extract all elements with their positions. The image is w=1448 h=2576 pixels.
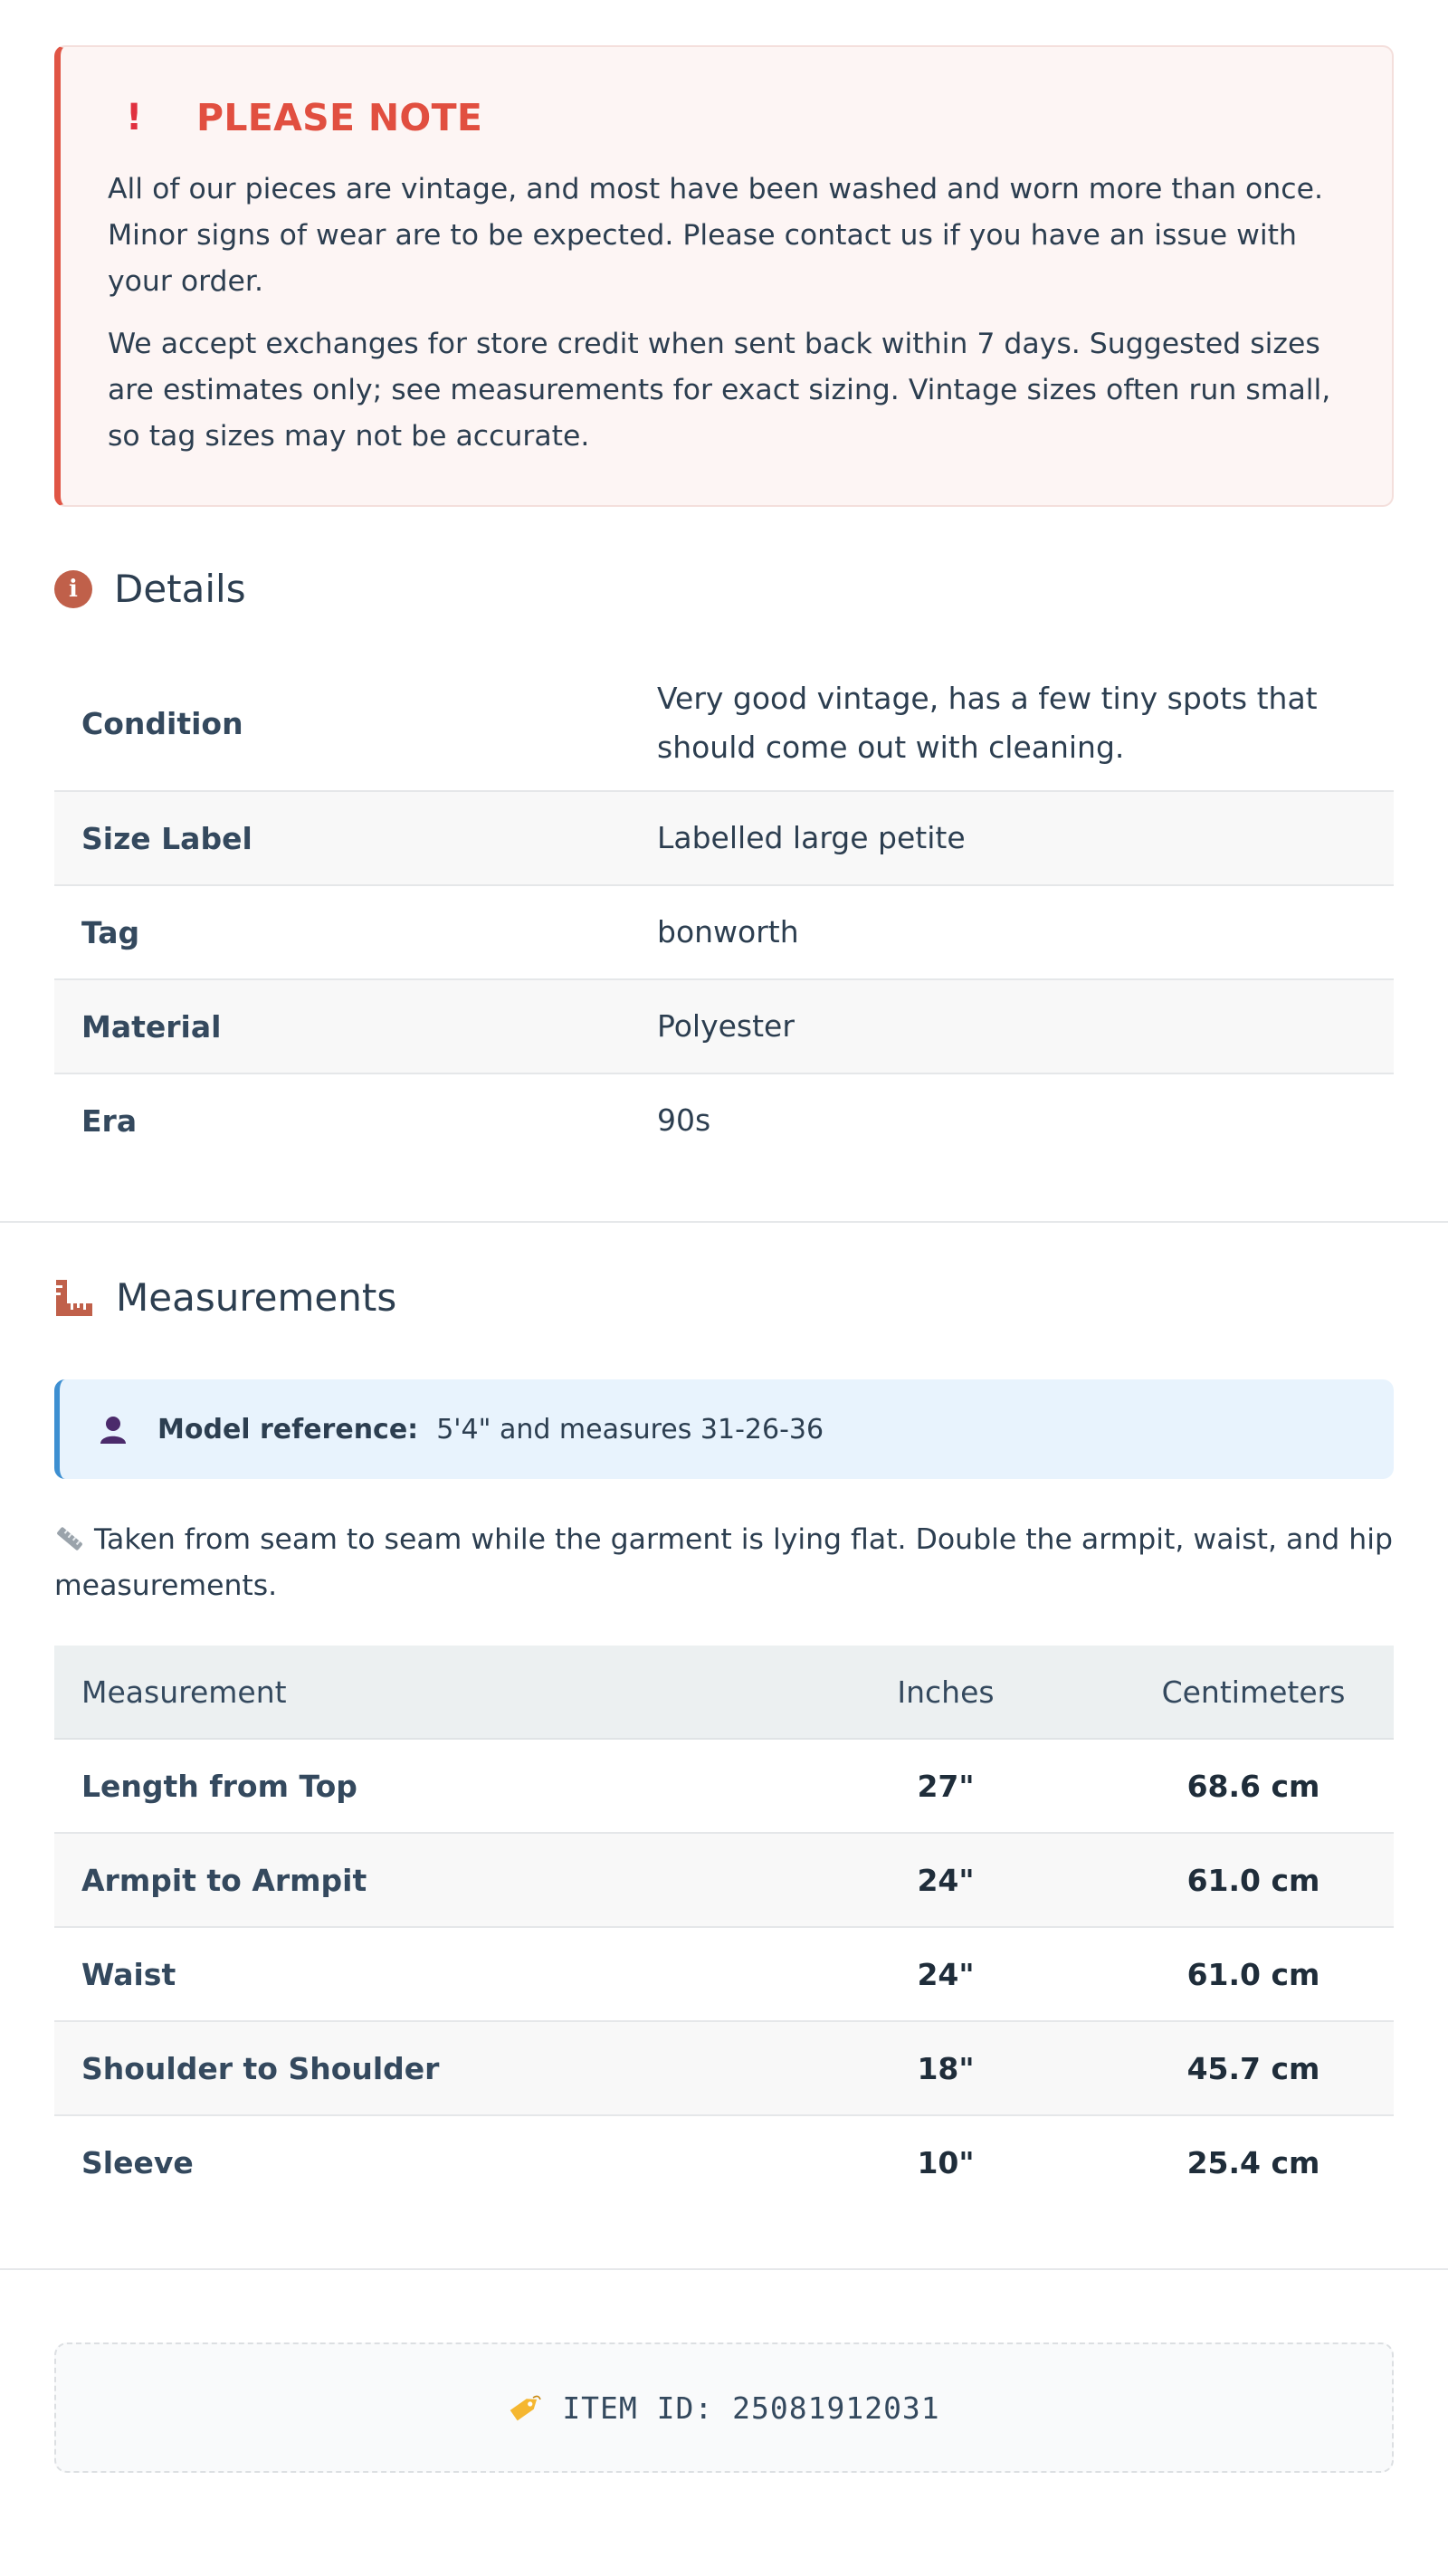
measurement-name: Sleeve — [81, 2144, 194, 2180]
details-value: Labelled large petite — [657, 820, 966, 855]
item-id-box — [54, 2342, 1394, 2473]
model-reference-box — [54, 1379, 1394, 1479]
section-divider — [0, 1221, 1448, 1223]
details-label: Condition — [81, 705, 243, 741]
measurement-name: Waist — [81, 1956, 176, 1992]
details-value: bonworth — [657, 914, 799, 949]
model-reference-value: 5'4" and measures 31-26-36 — [436, 1413, 824, 1445]
table-row — [54, 1740, 1394, 1834]
details-row — [54, 792, 1394, 886]
person-icon — [98, 1414, 129, 1445]
please-note-box — [54, 45, 1394, 507]
table-header — [54, 1646, 1394, 1740]
details-value: Polyester — [657, 1008, 795, 1044]
column-header-centimeters: Centimeters — [1161, 1674, 1346, 1710]
model-reference-label: Model reference: — [157, 1413, 419, 1445]
table-row — [54, 2116, 1394, 2209]
details-label: Era — [81, 1102, 138, 1139]
note-title: PLEASE NOTE — [196, 96, 483, 139]
note-header — [108, 96, 1343, 139]
table-row — [54, 1834, 1394, 1928]
details-row — [54, 980, 1394, 1074]
details-value: 90s — [657, 1102, 711, 1138]
measurement-note-text: Taken from seam to seam while the garment is lying flat. Double the armpit, waist, and hip measurements. — [54, 1523, 1394, 1602]
details-value: Very good vintage, has a few tiny spots that should come out with cleaning. — [657, 681, 1318, 765]
details-row — [54, 886, 1394, 980]
details-table — [54, 656, 1394, 1167]
details-label: Material — [81, 1008, 222, 1045]
item-id-text: ITEM ID: 25081912031 — [562, 2390, 940, 2426]
measurements-table — [54, 1646, 1394, 2209]
measurements-title: Measurements — [116, 1275, 397, 1320]
tag-icon — [508, 2390, 542, 2425]
measurement-inches: 24" — [917, 1956, 975, 1992]
ruler-icon — [54, 1525, 85, 1552]
section-divider — [0, 2268, 1448, 2270]
measurement-cm: 45.7 cm — [1186, 2050, 1320, 2086]
table-row — [54, 2022, 1394, 2116]
exclamation-icon: ! — [126, 97, 143, 138]
column-header-measurement: Measurement — [81, 1674, 287, 1710]
measurement-name: Shoulder to Shoulder — [81, 2050, 440, 2086]
column-header-inches: Inches — [897, 1674, 995, 1710]
measurement-cm: 25.4 cm — [1186, 2144, 1320, 2180]
measurement-name: Length from Top — [81, 1768, 357, 1804]
measurement-inches: 18" — [917, 2050, 975, 2086]
measurement-note — [54, 1517, 1394, 1609]
details-label: Tag — [81, 914, 140, 950]
details-row — [54, 656, 1394, 792]
measurements-header — [54, 1275, 1394, 1320]
measurement-inches: 10" — [917, 2144, 975, 2180]
note-paragraph: All of our pieces are vintage, and most have been washed and worn more than once. Minor signs of wear are to be expected. Please contact us if you have an issue with your order. — [108, 173, 1323, 298]
table-row — [54, 1928, 1394, 2022]
info-icon: i — [54, 570, 92, 608]
ruler-icon — [54, 1278, 94, 1318]
measurement-inches: 24" — [917, 1862, 975, 1898]
details-title: Details — [114, 567, 246, 611]
details-header — [54, 567, 1394, 611]
details-label: Size Label — [81, 820, 252, 856]
note-paragraph: We accept exchanges for store credit when sent back within 7 days. Suggested sizes are estimates only; see measurements for exact sizing. Vintage sizes often run small, so tag sizes may not be accurate. — [108, 328, 1331, 453]
measurement-cm: 61.0 cm — [1186, 1956, 1320, 1992]
measurement-inches: 27" — [917, 1768, 975, 1804]
measurement-name: Armpit to Armpit — [81, 1862, 367, 1898]
measurement-cm: 68.6 cm — [1186, 1768, 1320, 1804]
measurement-cm: 61.0 cm — [1186, 1862, 1320, 1898]
details-row — [54, 1074, 1394, 1167]
